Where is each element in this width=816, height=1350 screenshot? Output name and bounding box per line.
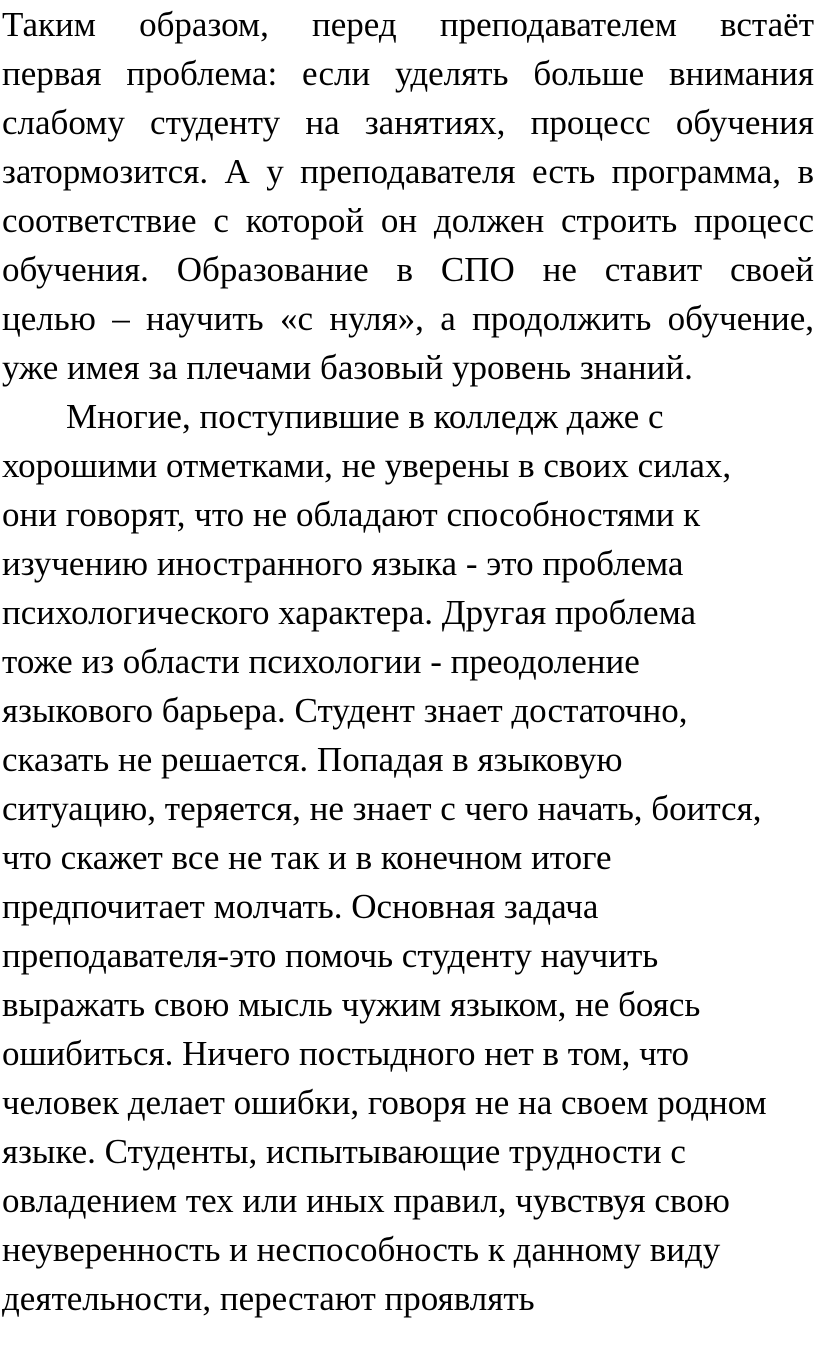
- text-line: преподавателя-это помочь студенту научить: [2, 936, 659, 975]
- text-line: ситуацию, теряется, не знает с чего начать, боится,: [2, 789, 762, 828]
- text-line: тоже из области психологии - преодоление: [2, 642, 640, 681]
- text-line: ошибиться. Ничего постыдного нет в том, что: [2, 1034, 690, 1073]
- text-line: затормозится. А у преподавателя есть программа, в: [2, 152, 814, 191]
- text-line: неуверенность и неспособность к данному виду: [2, 1230, 721, 1269]
- text-line: первая проблема: если уделять больше внимания: [2, 54, 814, 93]
- text-line: Многие, поступившие в колледж даже с: [66, 397, 664, 436]
- text-line: слабому студенту на занятиях, процесс обучения: [2, 103, 814, 142]
- text-line: обучения. Образование в СПО не ставит своей: [2, 250, 814, 289]
- text-line: соответствие с которой он должен строить процесс: [2, 201, 814, 240]
- text-line: предпочитает молчать. Основная задача: [2, 887, 599, 926]
- text-line: сказать не решается. Попадая в языковую: [2, 740, 623, 779]
- text-line: хорошими отметками, не уверены в своих силах,: [2, 446, 732, 485]
- text-line: изучению иностранного языка - это проблема: [2, 544, 684, 583]
- text-line: языкового барьера. Студент знает достаточно,: [2, 691, 688, 730]
- text-line: выражать свою мысль чужим языком, не боясь: [2, 985, 701, 1024]
- text-line: что скажет все не так и в конечном итоге: [2, 838, 612, 877]
- text-line: овладением тех или иных правил, чувствуя свою: [2, 1181, 730, 1220]
- text-line: человек делает ошибки, говоря не на своем родном: [2, 1083, 767, 1122]
- text-line: деятельности, перестают проявлять: [2, 1279, 535, 1318]
- text-line: уже имея за плечами базовый уровень знаний.: [2, 348, 693, 387]
- paragraph-2: [2, 392, 814, 1323]
- text-line: они говорят, что не обладают способностями к: [2, 495, 701, 534]
- text-line: психологического характера. Другая проблема: [2, 593, 697, 632]
- text-line: языке. Студенты, испытывающие трудности с: [2, 1132, 686, 1171]
- text-line: Таким образом, перед преподавателем встаёт: [2, 5, 814, 44]
- paragraph-1: [2, 0, 814, 392]
- text-line: целью – научить «с нуля», а продолжить обучение,: [2, 299, 814, 338]
